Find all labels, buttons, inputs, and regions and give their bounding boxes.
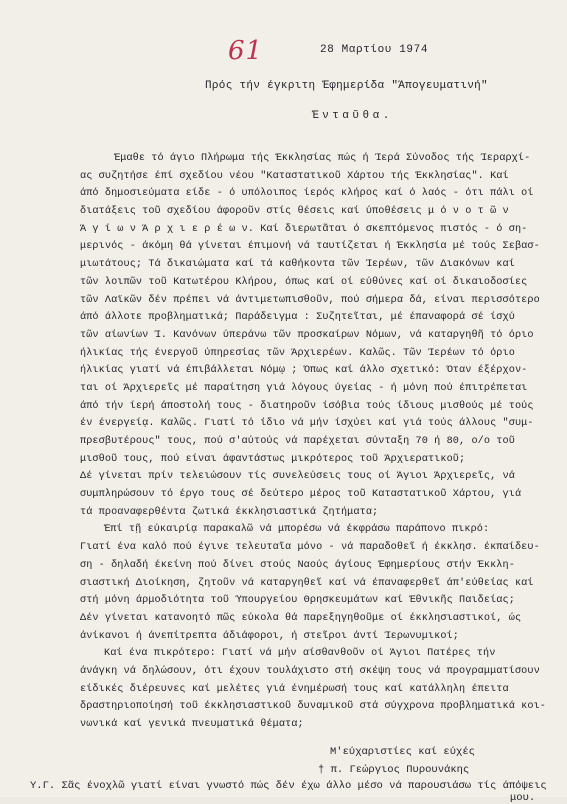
body-line: νωνικά καί γενικά πνευματικά θέματα; <box>80 719 304 730</box>
body-line: πρεσβυτέρους" τους, πού σ'αύτούς νά παρέχεται σύνταξη 70 ή 80, ο/ο τοῦ <box>80 436 515 447</box>
body-line: μερινός - άκόμη θά γίνεται έπιμονή νά ταυτίζεται ή Έκκλησία μέ τούς Σεβασ- <box>80 241 540 253</box>
letter-date: 28 Μαρτίου 1974 <box>320 44 429 56</box>
postscript-continuation: μου. <box>510 792 536 804</box>
body-line: ση - δηλαδή έκείνη πού δίνει στούς Ναούς άγίους Έφημερίους στήν Έκκλη- <box>80 559 515 571</box>
letter-body <box>80 150 550 734</box>
body-line: Δέ γίνεται πρίν τελειώσουν τίς συνελεύσεις τους οί Άγιοι Άρχιερεῖς, νά <box>80 471 515 483</box>
body-line: άπό δημοσιεύματα είδε - ό υπόλοιπος ίερός κλήρος καί ό λαός - ότι πάλι οί <box>80 188 534 200</box>
body-line: άπό τήν ίερή άποστολή τους - διατηροῦν ίσόβια τούς ίδιους μισθούς μέ τούς <box>80 400 534 412</box>
body-line: στή μόνη άρμοδιότητα τοῦ Ύπουργείου Θρησκευμάτων καί Έθνικῆς Παιδείας; <box>80 595 515 607</box>
body-line: άπό άλλοτε προβληματικά; Παράδειγμα : Συζητεῖται, μέ έπαναφορά σέ ίσχύ <box>80 312 515 324</box>
body-line: Καί ένα πικρότερο: Γιατί νά μήν αίσθανθοῦν οί Άγιοι Πατέρες τήν <box>104 648 496 660</box>
body-line: Δέν γίνεται κατανοητό πῶς εύκολα θά παρεξηγηθοῦμε οί έκκλησιαστικοί, ώς <box>80 612 522 624</box>
body-line: Έπί τῇ εύκαιρίᾳ παρακαλῶ νά μπορέσω νά έκφράσω παράπονο πικρό: <box>104 524 490 536</box>
body-line: ήλικίας γιατί νά έπιβάλλεται Νόμῳ ; Όπως καί άλλο σχετικό: Όταν έξέρχον- <box>80 365 528 377</box>
body-line: άνάγκη νά δηλώσουν, ότι έχουν τουλάχιστο στή σκέψη τους νά προγραμματίσουν <box>80 665 540 677</box>
body-line: Γιατί ένα καλό πού έγινε τελευταῖα μόνο - νά παραδοθεῖ ή έκκλησ. έκπαίδευ- <box>80 542 540 554</box>
body-line: μιωτάτους; Τά δικαιώματα καί τά καθήκοντα τῶν Ίερέων, τῶν Διακόνων καί <box>80 259 515 271</box>
body-line: δραστηριοποίησή τοῦ έκκλησιαστικοῦ δυναμικοῦ στά σύγχρονα προβληματικά κοι- <box>80 701 547 713</box>
signature-line: † π. Γεώργιος Πυρουνάκης <box>318 764 470 776</box>
body-line: Έμαθε τό άγιο Πλήρωμα τής Έκκλησίας πώς ή Ίερά Σύνοδος τής Ίεραρχί- <box>114 153 531 164</box>
body-line: Ά γ ί ω ν Ά ρ χ ι ε ρ έ ω ν. Καί διερωτᾶται ό σκεπτόμενος πιστός - ό ση- <box>80 223 528 235</box>
body-line: τῶν λοιπῶν τοῦ Κατωτέρου Κλήρου, όπως καί οί εύθύνες καί οί δικαιοδοσίες <box>80 276 528 288</box>
handwritten-page-number: 61 <box>228 36 264 66</box>
body-line: τῶν αίωνίων Ί. Κανόνων ύπεράνω τῶν προσκαίρων Νόμων, νά καταργηθῆ τό όριο <box>80 329 534 341</box>
body-line: τά προαναφερθέντα ζωτικά έκκλησιαστικά ζητήματα; <box>80 506 379 518</box>
body-line: έν ένεργείᾳ. Καλῶς. Γιατί τό ίδιο νά μήν ίσχύει καί γιά τούς άλλους "συμ- <box>80 418 534 430</box>
body-line: διατάξεις τοῦ σχεδίου άφοροῦν στίς θέσεις καί ύποθέσεις μ ό ν ο τ ῶ ν <box>80 206 509 218</box>
location-line: Ένταῦθα. <box>312 110 393 122</box>
body-line: τῶν Λαϊκῶν δέν πρέπει νά άντιμετωπισθοῦν, πού σήμερα δά, είναι περισσότερο <box>80 294 540 306</box>
body-line: σιαστική Διοίκηση, ζητοῦν νά καταργηθεῖ καί νά έπαναφερθεῖ άπ'εύθείας καί <box>80 577 534 589</box>
closing-salutation: Μ'εύχαριστίες καί εύχές <box>330 746 475 758</box>
body-line: ας συζητήσε έπί σχεδίου νέου "Καταστατικοῦ Χάρτου τής Έκκλησίας". Καί <box>80 170 509 182</box>
body-line: μισθοῦ τους, πού είναι άφαντάστως μικρότερος τοῦ Άρχιερατικοῦ; <box>80 453 466 465</box>
postscript: Υ.Γ. Σᾶς ένοχλῶ γιατί είναι γνωστό πώς δέν έχω άλλο μέσο νά παρουσιάσω τίς άπόψεις <box>30 780 547 792</box>
body-line: ήλικίας τής ένεργοῦ ύπηρεσίας τῶν Άρχιερέων. Καλῶς. Τῶν Ίερέων τό όριο <box>80 347 515 359</box>
body-line: άνίκανοι ή άνεπίτρεπτα άδιάφοροι, ή στεῖροι άντί Ίερωνυμικοί; <box>80 630 460 642</box>
addressee-line: Πρός τήν έγκριτη Έφημερίδα "Άπογευματινή" <box>205 80 488 92</box>
body-line: ται οί Άρχιερεῖς μέ παραίτηση γιά λόγους ύγείας - ή μόνη πού έπιτρέπεται <box>80 382 528 394</box>
body-line: συμπληρώσουν τό έργο τους σέ δεύτερο μέρος τοῦ Καταστατικοῦ Χάρτου, γιά <box>80 489 522 501</box>
body-line: είδικές διέρευνες καί μελέτες γιά ένημέρωσή τους καί κατάλληλη έπειτα <box>80 683 509 695</box>
